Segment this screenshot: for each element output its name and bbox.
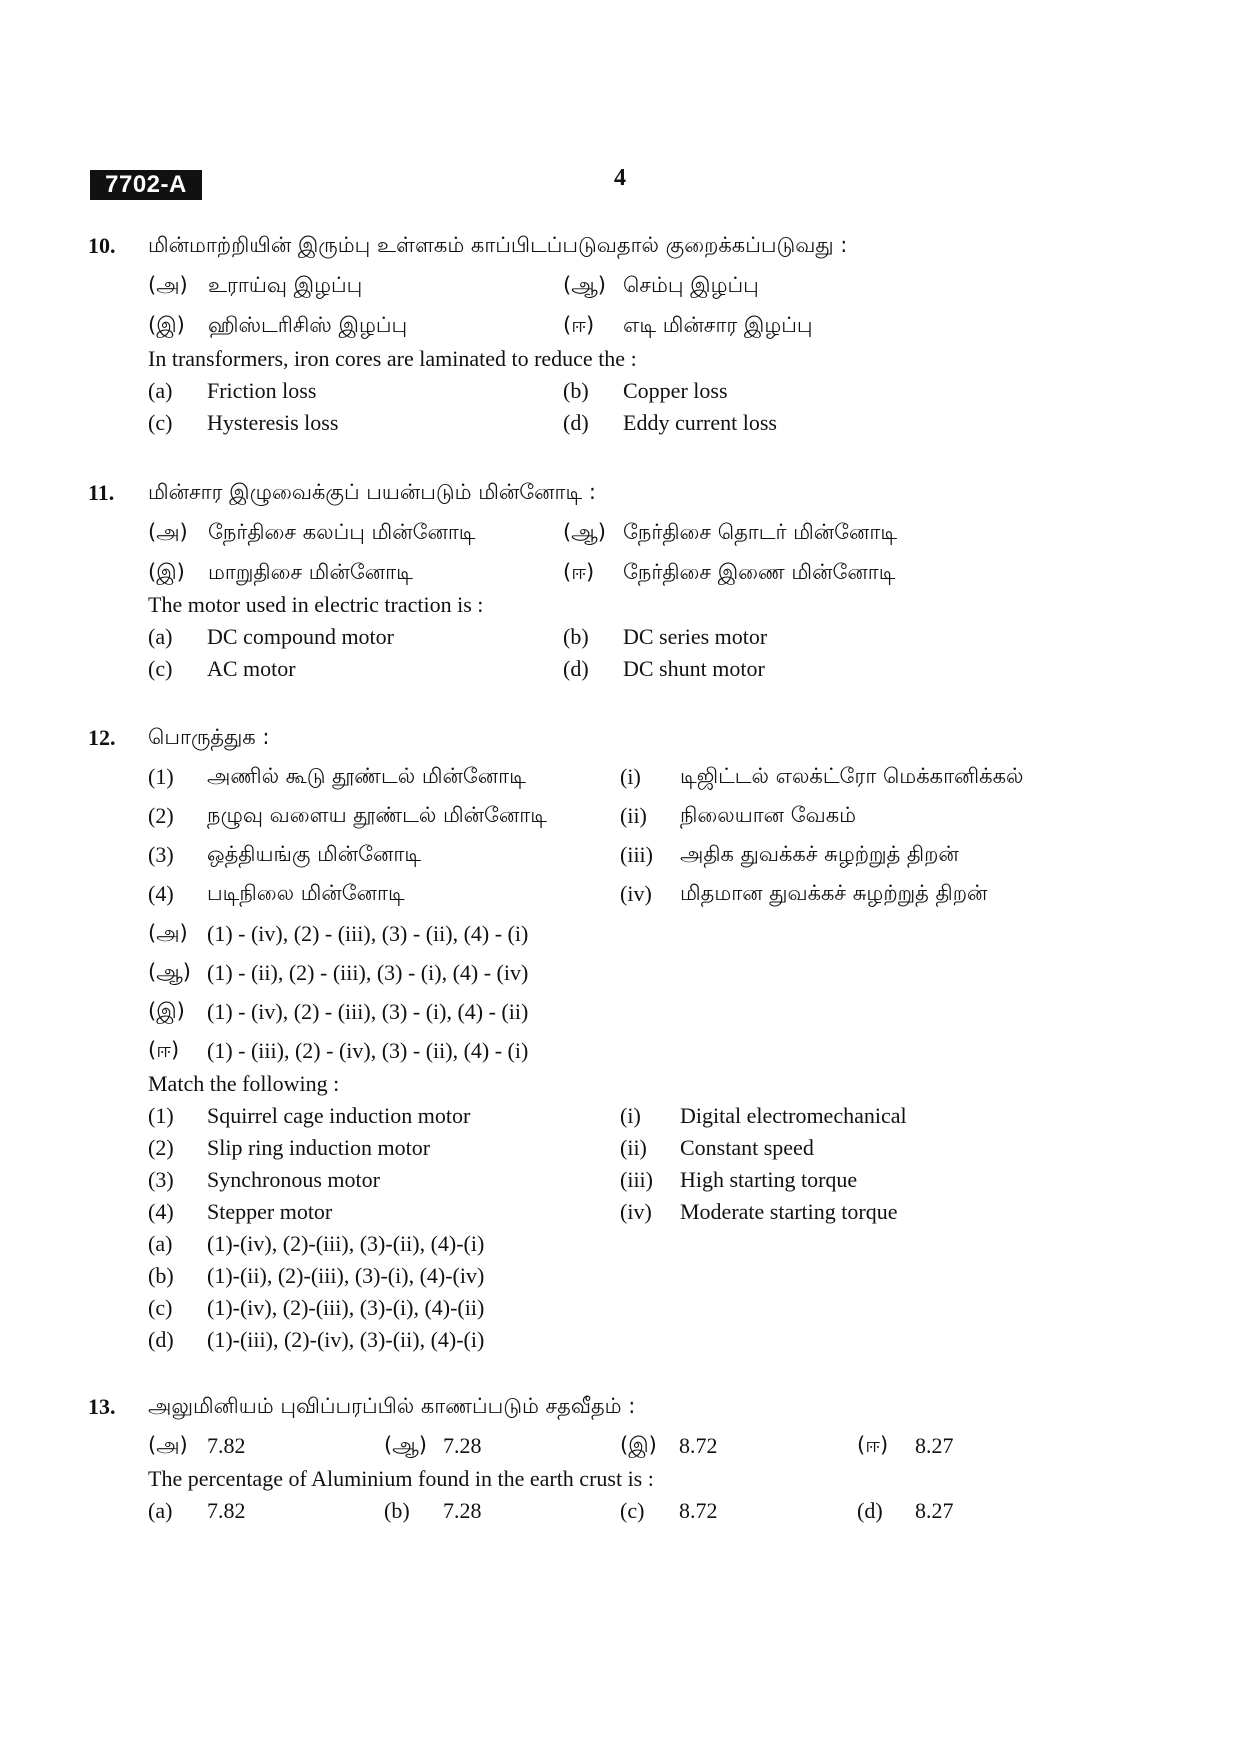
match-left-text: Slip ring induction motor: [207, 1135, 431, 1160]
match-left-label: (4): [148, 881, 174, 906]
option-text: DC shunt motor: [623, 656, 765, 681]
question-number: 12.: [88, 725, 116, 750]
option-label: (c): [148, 410, 173, 435]
match-left-label: (1): [148, 1103, 174, 1128]
match-right-label: (iii): [620, 842, 653, 867]
option-label: (c): [148, 1295, 173, 1320]
match-right-text: Moderate starting torque: [680, 1199, 898, 1224]
match-right-text: டிஜிட்டல் எலக்ட்ரோ மெக்கானிக்கல்: [680, 764, 1024, 788]
match-right-label: (i): [620, 1103, 641, 1128]
match-left-text: Stepper motor: [207, 1199, 333, 1224]
option-text: மாறுதிசை மின்னோடி: [208, 560, 413, 584]
option-label: (a): [148, 1498, 173, 1523]
option-text: (1) - (iii), (2) - (iv), (3) - (ii), (4) - (i): [207, 1038, 529, 1063]
match-left-text: நழுவு வளைய தூண்டல் மின்னோடி: [207, 803, 547, 827]
option-label: (c): [148, 656, 173, 681]
question-number: 10.: [88, 233, 116, 258]
option-text: 8.72: [679, 1498, 718, 1523]
match-right-text: நிலையான வேகம்: [680, 803, 857, 827]
option-label: (b): [563, 624, 589, 649]
match-left-text: படிநிலை மின்னோடி: [207, 881, 405, 905]
option-text: 7.82: [207, 1433, 246, 1458]
match-right-text: High starting torque: [680, 1167, 858, 1192]
match-left-label: (2): [148, 803, 174, 828]
option-text: 8.27: [915, 1498, 954, 1523]
match-left-text: அணில் கூடு தூண்டல் மின்னோடி: [207, 764, 526, 788]
option-text: (1) - (iv), (2) - (iii), (3) - (ii), (4) - (i): [207, 921, 529, 946]
question-text-english: The percentage of Aluminium found in the earth crust is :: [148, 1466, 654, 1491]
option-text: (1)-(iii), (2)-(iv), (3)-(ii), (4)-(i): [207, 1327, 485, 1352]
option-text: ஹிஸ்டரிசிஸ் இழப்பு: [208, 313, 408, 337]
option-label: (a): [148, 1231, 173, 1256]
option-label: (b): [384, 1498, 410, 1523]
option-text: உராய்வு இழப்பு: [208, 273, 363, 297]
option-label: (இ): [148, 560, 185, 584]
question-text-english: In transformers, iron cores are laminated to reduce the :: [148, 346, 637, 371]
exam-code-badge: 7702-A: [90, 170, 202, 200]
question-number: 11.: [88, 480, 115, 505]
option-text: Copper loss: [623, 378, 728, 403]
option-text: நேர்திசை தொடர் மின்னோடி: [623, 520, 898, 544]
question-text-tamil: பொருத்துக :: [148, 725, 270, 749]
match-right-text: அதிக துவக்கச் சுழற்றுத் திறன்: [680, 842, 959, 866]
option-label: (a): [148, 624, 173, 649]
match-left-text: ஒத்தியங்கு மின்னோடி: [207, 842, 422, 866]
option-label: (ஈ): [563, 313, 595, 337]
option-text: DC compound motor: [207, 624, 394, 649]
question-text-tamil: மின்சார இழுவைக்குப் பயன்படும் மின்னோடி :: [148, 480, 596, 504]
option-label: (ஆ): [384, 1433, 427, 1457]
option-text: (1)-(ii), (2)-(iii), (3)-(i), (4)-(iv): [207, 1263, 485, 1288]
match-left-label: (2): [148, 1135, 174, 1160]
match-right-label: (iv): [620, 881, 652, 906]
option-label: (a): [148, 378, 173, 403]
option-label: (ஈ): [857, 1433, 889, 1457]
option-text: (1)-(iv), (2)-(iii), (3)-(ii), (4)-(i): [207, 1231, 485, 1256]
match-left-label: (3): [148, 1167, 174, 1192]
question-text-tamil: அலுமினியம் புவிப்பரப்பில் காணப்படும் சதவீதம் :: [148, 1394, 636, 1418]
option-label: (ஆ): [148, 960, 191, 984]
match-right-text: Constant speed: [680, 1135, 814, 1160]
option-label: (ஈ): [148, 1038, 180, 1062]
question-text-english: The motor used in electric traction is :: [148, 592, 484, 617]
match-left-label: (4): [148, 1199, 174, 1224]
option-text: Eddy current loss: [623, 410, 777, 435]
option-label: (இ): [148, 313, 185, 337]
option-label: (b): [563, 378, 589, 403]
option-text: (1)-(iv), (2)-(iii), (3)-(i), (4)-(ii): [207, 1295, 485, 1320]
question-number: 13.: [88, 1394, 116, 1419]
match-right-label: (iii): [620, 1167, 653, 1192]
option-label: (ஆ): [563, 520, 606, 544]
option-label: (d): [857, 1498, 883, 1523]
option-label: (b): [148, 1263, 174, 1288]
option-label: (d): [148, 1327, 174, 1352]
page-number: 4: [614, 165, 626, 191]
option-label: (ஈ): [563, 560, 595, 584]
option-text: 8.72: [679, 1433, 718, 1458]
option-text: 8.27: [915, 1433, 954, 1458]
option-text: நேர்திசை கலப்பு மின்னோடி: [208, 520, 476, 544]
match-left-text: Squirrel cage induction motor: [207, 1103, 471, 1128]
match-right-label: (ii): [620, 1135, 647, 1160]
option-label: (d): [563, 410, 589, 435]
option-text: 7.28: [443, 1433, 482, 1458]
match-right-label: (i): [620, 764, 641, 789]
match-left-label: (3): [148, 842, 174, 867]
match-right-label: (ii): [620, 803, 647, 828]
match-left-text: Synchronous motor: [207, 1167, 380, 1192]
option-label: (c): [620, 1498, 645, 1523]
match-right-text: மிதமான துவக்கச் சுழற்றுத் திறன்: [680, 881, 988, 905]
option-text: (1) - (iv), (2) - (iii), (3) - (i), (4) - (ii): [207, 999, 529, 1024]
option-text: Friction loss: [207, 378, 317, 403]
option-label: (ஆ): [563, 273, 606, 297]
match-right-label: (iv): [620, 1199, 652, 1224]
option-label: (அ): [148, 921, 188, 945]
option-text: 7.82: [207, 1498, 246, 1523]
option-label: (d): [563, 656, 589, 681]
option-label: (அ): [148, 273, 188, 297]
option-text: DC series motor: [623, 624, 768, 649]
match-right-text: Digital electromechanical: [680, 1103, 907, 1128]
option-label: (இ): [620, 1433, 657, 1457]
option-text: நேர்திசை இணை மின்னோடி: [623, 560, 896, 584]
match-left-label: (1): [148, 764, 174, 789]
option-text: Hysteresis loss: [207, 410, 339, 435]
question-text-english: Match the following :: [148, 1071, 340, 1096]
option-label: (அ): [148, 520, 188, 544]
option-text: 7.28: [443, 1498, 482, 1523]
option-text: AC motor: [207, 656, 296, 681]
option-text: எடி மின்சார இழப்பு: [623, 313, 813, 337]
question-text-tamil: மின்மாற்றியின் இரும்பு உள்ளகம் காப்பிடப்படுவதால் குறைக்கப்படுவது :: [148, 233, 848, 257]
option-label: (அ): [148, 1433, 188, 1457]
option-label: (இ): [148, 999, 185, 1023]
option-text: (1) - (ii), (2) - (iii), (3) - (i), (4) - (iv): [207, 960, 529, 985]
option-text: செம்பு இழப்பு: [623, 273, 759, 297]
